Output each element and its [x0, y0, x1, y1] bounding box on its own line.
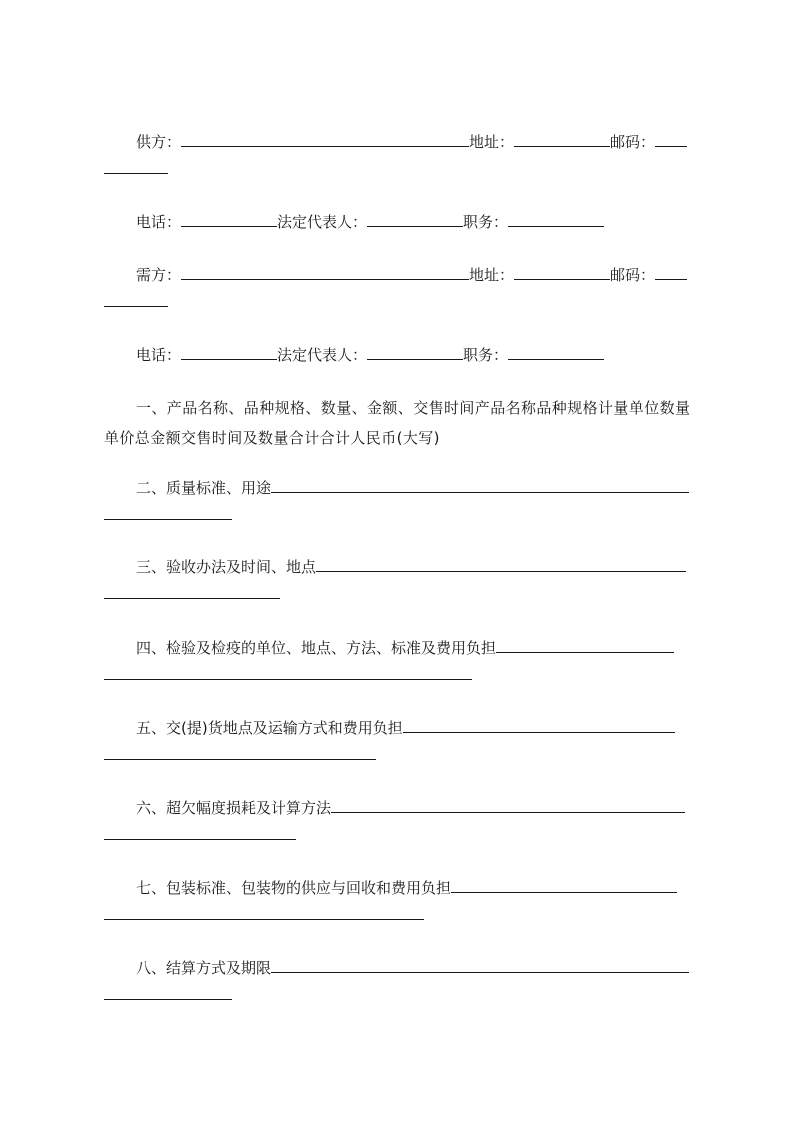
buyer-title-label: 职务： [463, 346, 509, 364]
supplier-name-blank[interactable] [181, 130, 469, 147]
buyer-address-blank[interactable] [514, 263, 610, 280]
supplier-phone-blank[interactable] [181, 210, 277, 227]
supplier-address-label: 地址： [469, 133, 515, 151]
buyer-contact-line [104, 343, 702, 367]
clause-4-blank[interactable] [496, 636, 674, 653]
clause-6-label: 六、超欠幅度损耗及计算方法 [136, 799, 332, 817]
clause-2-blank-cont[interactable] [104, 503, 232, 520]
clause-3-cont [104, 582, 702, 606]
clause-7-label: 七、包装标准、包装物的供应与回收和费用负担 [136, 879, 452, 897]
clause-6-cont [104, 823, 702, 847]
buyer-address-label: 地址： [469, 266, 515, 284]
supplier-rep-blank[interactable] [367, 210, 463, 227]
clause-7-blank-cont[interactable] [104, 903, 424, 920]
buyer-line-cont [104, 290, 702, 314]
clause-5 [104, 716, 702, 740]
buyer-line [104, 263, 702, 287]
clause-3 [104, 555, 702, 579]
supplier-line-cont [104, 157, 702, 181]
clause-2 [104, 476, 702, 500]
clause-5-blank-cont[interactable] [104, 743, 376, 760]
clause-8-cont [104, 983, 702, 1007]
supplier-label: 供方： [136, 133, 182, 151]
supplier-phone-label: 电话： [136, 213, 182, 231]
clause-5-cont [104, 743, 702, 767]
supplier-postcode-blank-cont[interactable] [104, 157, 168, 174]
clause-8-blank[interactable] [271, 956, 689, 973]
clause-7-blank[interactable] [451, 876, 677, 893]
supplier-line [104, 130, 702, 154]
clause-8 [104, 956, 702, 980]
clause-7 [104, 876, 702, 900]
buyer-name-blank[interactable] [181, 263, 469, 280]
supplier-postcode-blank[interactable] [655, 130, 687, 147]
supplier-title-label: 职务： [463, 213, 509, 231]
clause-2-blank[interactable] [271, 476, 689, 493]
buyer-postcode-blank[interactable] [655, 263, 687, 280]
clause-8-label: 八、结算方式及期限 [136, 959, 272, 977]
clause-1: 一、产品名称、品种规格、数量、金额、交售时间产品名称品种规格计量单位数量单价总金额交售时间及数量合计合计人民币(大写) [104, 399, 691, 447]
clause-4 [104, 636, 702, 660]
clause-4-label: 四、检验及检疫的单位、地点、方法、标准及费用负担 [136, 639, 497, 657]
supplier-contact-line [104, 210, 702, 234]
buyer-title-blank[interactable] [508, 343, 604, 360]
buyer-rep-label: 法定代表人： [277, 346, 368, 364]
clause-3-blank[interactable] [316, 555, 686, 572]
clause-4-blank-cont[interactable] [104, 663, 472, 680]
buyer-rep-blank[interactable] [367, 343, 463, 360]
clause-6 [104, 796, 702, 820]
buyer-phone-label: 电话： [136, 346, 182, 364]
buyer-postcode-blank-cont[interactable] [104, 290, 168, 307]
clause-7-cont [104, 903, 702, 927]
clause-6-blank-cont[interactable] [104, 823, 296, 840]
buyer-label: 需方： [136, 266, 182, 284]
supplier-rep-label: 法定代表人： [277, 213, 368, 231]
clause-6-blank[interactable] [331, 796, 685, 813]
clause-5-blank[interactable] [403, 716, 675, 733]
supplier-title-blank[interactable] [508, 210, 604, 227]
clause-5-label: 五、交(提)货地点及运输方式和费用负担 [136, 719, 403, 737]
clause-3-label: 三、验收办法及时间、地点 [136, 558, 317, 576]
clause-2-label: 二、质量标准、用途 [136, 479, 272, 497]
buyer-postcode-label: 邮码： [610, 266, 656, 284]
clause-3-blank-cont[interactable] [104, 582, 280, 599]
clause-8-blank-cont[interactable] [104, 983, 232, 1000]
clause-4-cont [104, 663, 702, 687]
supplier-address-blank[interactable] [514, 130, 610, 147]
clause-2-cont [104, 503, 702, 527]
buyer-phone-blank[interactable] [181, 343, 277, 360]
supplier-postcode-label: 邮码： [610, 133, 656, 151]
